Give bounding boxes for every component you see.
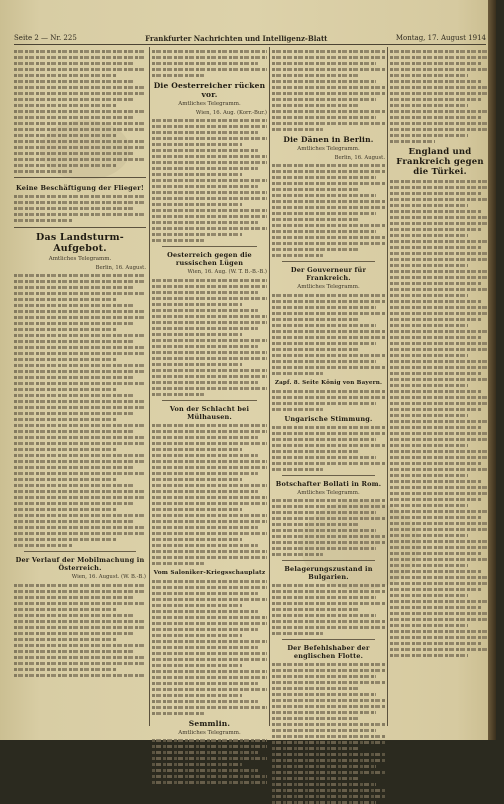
divider (162, 246, 257, 247)
english-fleet-commander-text (272, 663, 385, 804)
governor-subheadline: Amtliches Telegramm. (297, 284, 360, 291)
austria-mobilization-dateline: Wien, 16. August. (W. B.-B.) (71, 574, 146, 581)
article-text (152, 50, 267, 77)
column-2 (152, 47, 267, 736)
russian-lies-dateline: Wien, 16. Aug. (W. T. B.-B.-B.) (187, 269, 267, 276)
header-date: Montag, 17. August 1914 (395, 34, 486, 42)
austria-mobilization-text (14, 584, 146, 677)
danes-in-berlin-text (272, 164, 385, 257)
divider (282, 560, 375, 561)
saloniki-headline: Vom Saloniker-Kriegsschauplatz (153, 569, 266, 576)
muelhausen-battle-text (152, 424, 267, 565)
russian-lies-headline: Oesterreich gegen die russischen Lügen (167, 251, 252, 268)
hungarian-mood-text (272, 426, 385, 471)
king-bavaria-text (272, 390, 385, 411)
austria-mobilization-headline: Der Verlauf der Mobilmachung in Österreich. (15, 556, 145, 573)
austrians-advance-text (152, 119, 267, 242)
header-page-number: Seite 2 — Nr. 225 (14, 34, 77, 42)
austrians-advance-subheadline: Amtliches Telegramm. (178, 101, 241, 107)
divider (162, 400, 257, 401)
danes-in-berlin-headline: Die Dänen in Berlin. (283, 135, 374, 144)
column-rule (149, 47, 150, 726)
saloniki-text (152, 580, 267, 715)
bollati-headline: Botschafter Bollati in Rom. (275, 479, 382, 488)
article-text (390, 50, 490, 143)
column-4 (390, 47, 490, 728)
notice-text (14, 195, 146, 222)
divider (24, 551, 136, 552)
muelhausen-battle-headline: Von der Schlacht bei Mülhausen. (169, 404, 250, 421)
hungarian-mood-headline: Ungarische Stimmung. (284, 414, 373, 423)
landsturm-headline: Das Landsturm-Aufgebot. (36, 232, 124, 254)
russian-lies-text (152, 279, 267, 396)
page-header (14, 32, 486, 45)
semmlin-subheadline: Amtliches Telegramm. (178, 729, 241, 736)
column-3 (272, 47, 385, 728)
divider (282, 639, 375, 640)
english-fleet-commander-headline: Der Befehlshaber der englischen Flotte. (287, 644, 370, 661)
bollati-text (272, 499, 385, 556)
column-rule (269, 47, 270, 726)
column-1 (14, 47, 146, 728)
austrians-advance-dateline: Wien, 16. Aug. (Korr.-Bur.) (195, 109, 267, 116)
governor-text (272, 294, 385, 375)
king-bavaria-headline: Zapf. 8. Seite König von Bayern. (274, 379, 383, 386)
england-france-turkey-headline: England und Frankreich gegen die Türkei. (396, 147, 484, 177)
semmlin-headline: Semmlin. (188, 718, 231, 728)
notice-box (14, 177, 146, 228)
article-text (14, 50, 146, 173)
notice-headline: Keine Beschäftigung der Flieger! (16, 184, 144, 192)
article-text (272, 50, 385, 131)
austrians-advance-headline: Die Oesterreicher rücken vor. (153, 81, 266, 99)
landsturm-text (14, 274, 146, 547)
governor-headline: Der Gouverneur für Frankreich. (290, 266, 367, 283)
england-france-turkey-text (390, 180, 490, 657)
danes-in-berlin-subheadline: Amtliches Telegramm. (297, 146, 360, 152)
landsturm-subheadline: Amtliches Telegramm. (48, 256, 112, 262)
landsturm-dateline: Berlin, 16. August. (95, 264, 146, 271)
column-rule (387, 47, 388, 726)
divider (282, 261, 375, 262)
bulgaria-siege-text (272, 584, 385, 635)
book-binding (488, 0, 496, 740)
danes-in-berlin-dateline: Berlin, 16. August. (334, 154, 385, 161)
semmlin-text (152, 739, 267, 784)
bollati-subheadline: Amtliches Telegramm. (297, 489, 360, 496)
bulgaria-siege-headline: Belagerungszustand in Bulgarien. (284, 565, 373, 582)
header-newspaper-title: Frankfurter Nachrichten und Intelligenz-Blatt (145, 33, 328, 43)
divider (282, 475, 375, 476)
